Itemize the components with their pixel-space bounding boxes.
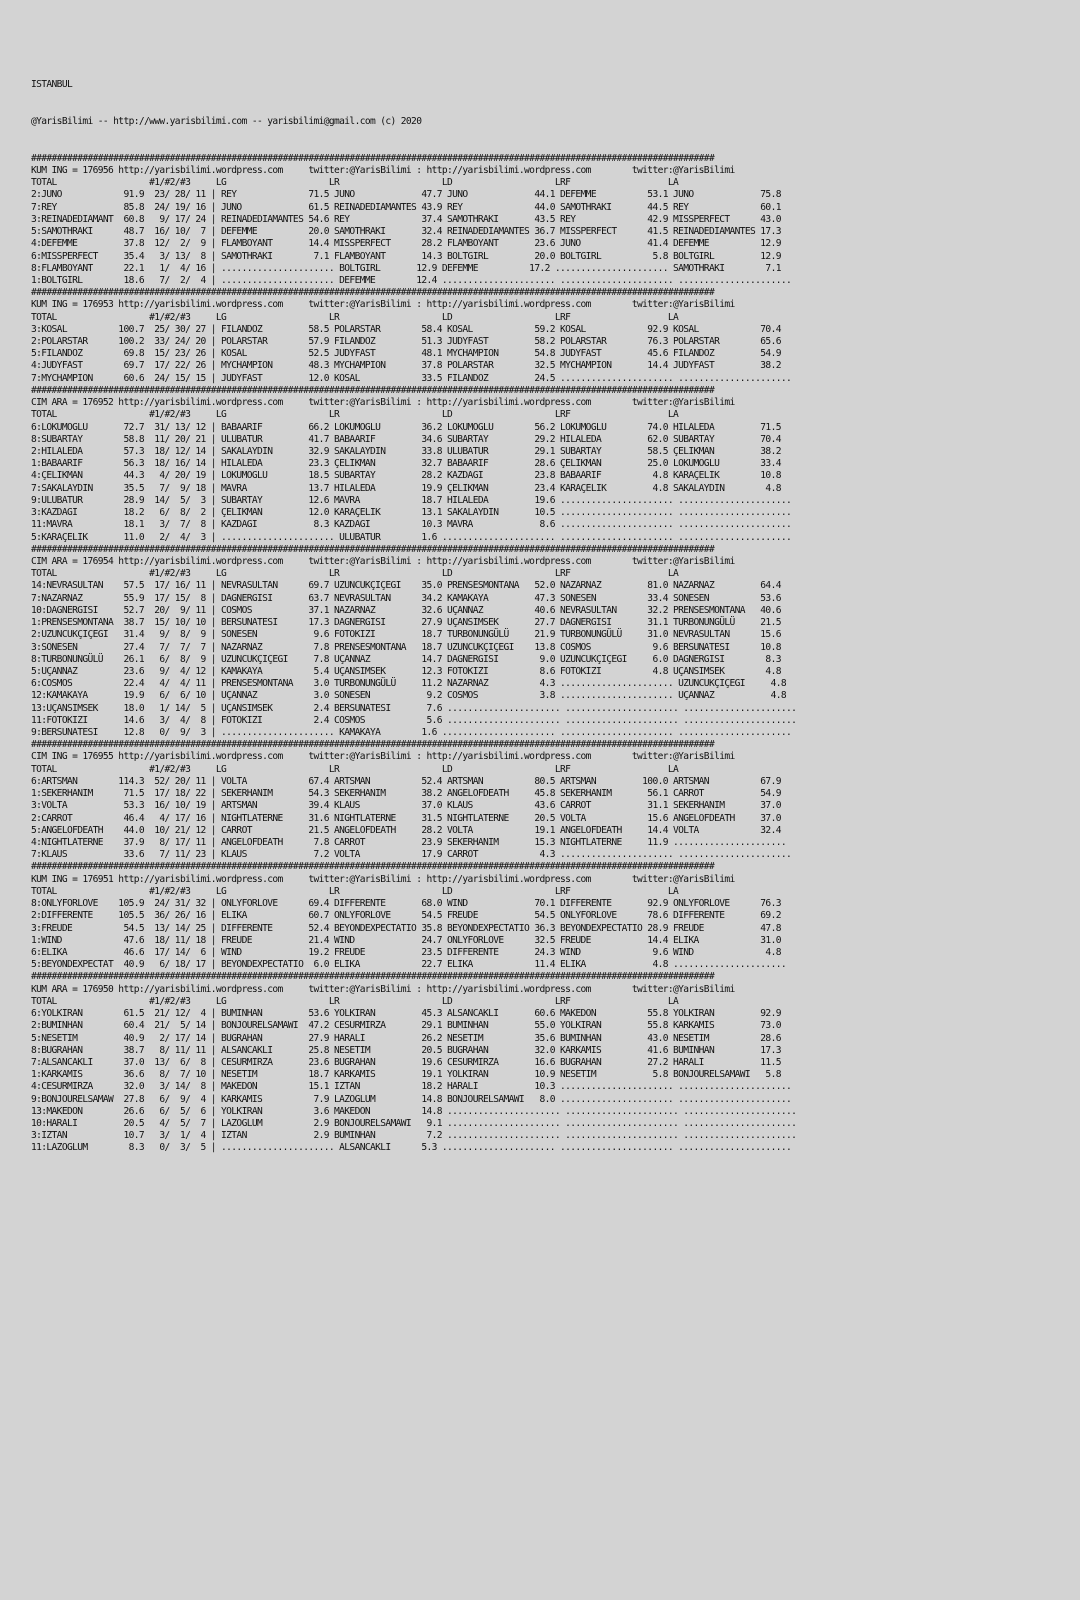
race-header-line: KUM ING = 176951 http://yarisbilimi.wordpress.com twitter:@YarisBilimi : http://yarisbilimi.wordpress.com twitter:@YarisBilimi xyxy=(31,873,735,885)
table-row: 5:SAMOTHRAKI 48.7 16/ 10/ 7 | DEFEMME 20.0 SAMOTHRAKI 32.4 REINADEDIAMANTES 36.7 MISSPERFECT 41.5 REINADEDIAMANTES 17.3 xyxy=(31,226,781,238)
table-row: 8:BUGRAHAN 38.7 8/ 11/ 11 | ALSANCAKLI 25.8 NESETIM 20.5 BUGRAHAN 32.0 KARKAMIS 41.6 BUMINHAN 17.3 xyxy=(31,1044,781,1056)
separator-line: ##################################################################################################################################### xyxy=(31,543,715,555)
table-row: 11:MAVRA 18.1 3/ 7/ 8 | KAZDAGI 8.3 KAZDAGI 10.3 MAVRA 8.6 ...................... ...................... xyxy=(31,519,792,531)
column-header-line: TOTAL #1/#2/#3 LG LR LD LRF LA xyxy=(31,995,679,1007)
copyright-line: @YarisBilimi -- http://www.yarisbilimi.com -- yarisbilimi@gmail.com (c) 2020 xyxy=(31,116,422,128)
table-row: 3:KAZDAGI 18.2 6/ 8/ 2 | ÇELIKMAN 12.0 KARAÇELIK 13.1 SAKALAYDIN 10.5 ...................... ...................... xyxy=(31,507,792,519)
table-row: 3:REINADEDIAMANT 60.8 9/ 17/ 24 | REINADEDIAMANTES 54.6 REY 37.4 SAMOTHRAKI 43.5 REY 42.9 MISSPERFECT 43.0 xyxy=(31,213,781,225)
table-row: 8:TURBONUNGÜLÜ 26.1 6/ 8/ 9 | UZUNCUKÇIÇEGI 7.8 UÇANNAZ 14.7 DAGNERGISI 9.0 UZUNCUKÇIÇEGI 6.0 DAGNERGISI 8.3 xyxy=(31,653,781,665)
table-row: 9:BERSUNATESI 12.8 0/ 9/ 3 | ...................... KAMAKAYA 1.6 ...................... ...................... ...................... xyxy=(31,727,792,739)
table-row: 7:NAZARNAZ 55.9 17/ 15/ 8 | DAGNERGISI 63.7 NEVRASULTAN 34.2 KAMAKAYA 47.3 SONESEN 33.4 SONESEN 53.6 xyxy=(31,592,781,604)
table-row: 1:BABAARIF 56.3 18/ 16/ 14 | HILALEDA 23.3 ÇELIKMAN 32.7 BABAARIF 28.6 ÇELIKMAN 25.0 LOKUMOGLU 33.4 xyxy=(31,458,781,470)
table-row: 6:ARTSMAN 114.3 52/ 20/ 11 | VOLTA 67.4 ARTSMAN 52.4 ARTSMAN 80.5 ARTSMAN 100.0 ARTSMAN 67.9 xyxy=(31,775,781,787)
race-header-line: CIM ARA = 176952 http://yarisbilimi.wordpress.com twitter:@YarisBilimi : http://yarisbilimi.wordpress.com twitter:@YarisBilimi xyxy=(31,397,735,409)
table-row: 3:IZTAN 10.7 3/ 1/ 4 | IZTAN 2.9 BUMINHAN 7.2 ...................... ...................... ...................... xyxy=(31,1130,797,1142)
table-row: 7:REY 85.8 24/ 19/ 16 | JUNO 61.5 REINADEDIAMANTES 43.9 REY 44.0 SAMOTHRAKI 44.5 REY 60.1 xyxy=(31,201,781,213)
table-row: 4:NIGHTLATERNE 37.9 8/ 17/ 11 | ANGELOFDEATH 7.8 CARROT 23.9 SEKERHANIM 15.3 NIGHTLATERNE 11.9 ...................... xyxy=(31,837,786,848)
column-header-line: TOTAL #1/#2/#3 LG LR LD LRF LA xyxy=(31,409,679,421)
table-row: 8:ONLYFORLOVE 105.9 24/ 31/ 32 | ONLYFORLOVE 69.4 DIFFERENTE 68.0 WIND 70.1 DIFFERENTE 92.9 ONLYFORLOVE 76.3 xyxy=(31,898,781,910)
race-header-line: CIM ARA = 176954 http://yarisbilimi.wordpress.com twitter:@YarisBilimi : http://yarisbilimi.wordpress.com twitter:@YarisBilimi xyxy=(31,555,735,567)
column-header-line: TOTAL #1/#2/#3 LG LR LD LRF LA xyxy=(31,177,679,189)
table-row: 7:SAKALAYDIN 35.5 7/ 9/ 18 | MAVRA 13.7 HILALEDA 19.9 ÇELIKMAN 23.4 KARAÇELIK 4.8 SAKALAYDIN 4.8 xyxy=(31,482,781,494)
table-row: 7:KLAUS 33.6 7/ 11/ 23 | KLAUS 7.2 VOLTA 17.9 CARROT 4.3 ...................... ...................... xyxy=(31,849,792,861)
table-row: 6:YOLKIRAN 61.5 21/ 12/ 4 | BUMINHAN 53.6 YOLKIRAN 45.3 ALSANCAKLI 60.6 MAKEDON 55.8 YOLKIRAN 92.9 xyxy=(31,1008,781,1020)
table-row: 2:DIFFERENTE 105.5 36/ 26/ 16 | ELIKA 60.7 ONLYFORLOVE 54.5 FREUDE 54.5 ONLYFORLOVE 78.6 DIFFERENTE 69.2 xyxy=(31,910,781,922)
table-row: 1:BOLTGIRL 18.6 7/ 2/ 4 | ...................... DEFEMME 12.4 ...................... ...................... ...................... xyxy=(31,274,792,286)
table-row: 2:BUMINHAN 60.4 21/ 5/ 14 | BONJOURELSAMAWI 47.2 CESURMIRZA 29.1 BUMINHAN 55.0 YOLKIRAN 55.8 KARKAMIS 73.0 xyxy=(31,1020,781,1032)
table-row: 13:MAKEDON 26.6 6/ 5/ 6 | YOLKIRAN 3.6 MAKEDON 14.8 ...................... ...................... ...................... xyxy=(31,1105,797,1117)
separator-line: ##################################################################################################################################### xyxy=(31,287,715,299)
table-row: 12:KAMAKAYA 19.9 6/ 6/ 10 | UÇANNAZ 3.0 SONESEN 9.2 COSMOS 3.8 ...................... UÇANNAZ 4.8 xyxy=(31,690,786,702)
table-row: 3:SONESEN 27.4 7/ 7/ 7 | NAZARNAZ 7.8 PRENSESMONTANA 18.7 UZUNCUKÇIÇEGI 13.8 COSMOS 9.6 BERSUNATESI 10.8 xyxy=(31,641,781,653)
table-row: 6:COSMOS 22.4 4/ 4/ 11 | PRENSESMONTANA 3.0 TURBONUNGÜLÜ 11.2 NAZARNAZ 4.3 ...................... UZUNCUKÇIÇEGI 4.8 xyxy=(31,678,786,690)
table-row: 2:CARROT 46.4 4/ 17/ 16 | NIGHTLATERNE 31.6 NIGHTLATERNE 31.5 NIGHTLATERNE 20.5 VOLTA 15.6 ANGELOFDEATH 37.0 xyxy=(31,812,781,824)
column-header-line: TOTAL #1/#2/#3 LG LR LD LRF LA xyxy=(31,885,679,897)
table-row: 2:HILALEDA 57.3 18/ 12/ 14 | SAKALAYDIN 32.9 SAKALAYDIN 33.8 ULUBATUR 29.1 SUBARTAY 58.5 ÇELIKMAN 38.2 xyxy=(31,446,781,457)
table-row: 1:PRENSESMONTANA 38.7 15/ 10/ 10 | BERSUNATESI 17.3 DAGNERGISI 27.9 UÇANSIMSEK 27.7 DAGNERGISI 31.1 TURBONUNGÜLÜ 21.5 xyxy=(31,617,781,629)
separator-line: ##################################################################################################################################### xyxy=(31,861,715,873)
race-header-line: KUM ARA = 176950 http://yarisbilimi.wordpress.com twitter:@YarisBilimi : http://yarisbilimi.wordpress.com twitter:@YarisBilimi xyxy=(31,983,735,995)
table-row: 2:UZUNCUKÇIÇEGI 31.4 9/ 8/ 9 | SONESEN 9.6 FOTOKIZI 18.7 TURBONUNGÜLÜ 21.9 TURBONUNGÜLÜ 31.0 NEVRASULTAN 15.6 xyxy=(31,629,781,641)
table-row: 10:HARALI 20.5 4/ 5/ 7 | LAZOGLUM 2.9 BONJOURELSAMAWI 9.1 ...................... ...................... ...................... xyxy=(31,1118,797,1130)
race-header-line: KUM ING = 176956 http://yarisbilimi.wordpress.com twitter:@YarisBilimi : http://yarisbilimi.wordpress.com twitter:@YarisBilimi xyxy=(31,164,735,176)
table-row: 3:VOLTA 53.3 16/ 10/ 19 | ARTSMAN 39.4 KLAUS 37.0 KLAUS 43.6 CARROT 31.1 SEKERHANIM 37.0 xyxy=(31,800,781,812)
table-row: 5:NESETIM 40.9 2/ 17/ 14 | BUGRAHAN 27.9 HARALI 26.2 NESETIM 35.6 BUMINHAN 43.0 NESETIM 28.6 xyxy=(31,1032,781,1044)
table-row: 4:ÇELIKMAN 44.3 4/ 20/ 19 | LOKUMOGLU 18.5 SUBARTAY 28.2 KAZDAGI 23.8 BABAARIF 4.8 KARAÇELIK 10.8 xyxy=(31,470,781,482)
table-row: 11:LAZOGLUM 8.3 0/ 3/ 5 | ...................... ALSANCAKLI 5.3 ...................... ...................... ...................... xyxy=(31,1142,792,1154)
table-row: 1:KARKAMIS 36.6 8/ 7/ 10 | NESETIM 18.7 KARKAMIS 19.1 YOLKIRAN 10.9 NESETIM 5.8 BONJOURELSAMAWI 5.8 xyxy=(31,1069,781,1081)
table-row: 9:BONJOURELSAMAW 27.8 6/ 9/ 4 | KARKAMIS 7.9 LAZOGLUM 14.8 BONJOURELSAMAWI 8.0 ...................... ...................... xyxy=(31,1093,792,1105)
column-header-line: TOTAL #1/#2/#3 LG LR LD LRF LA xyxy=(31,311,679,323)
race-header-line: KUM ING = 176953 http://yarisbilimi.wordpress.com twitter:@YarisBilimi : http://yarisbilimi.wordpress.com twitter:@YarisBilimi xyxy=(31,299,735,311)
separator-line: ##################################################################################################################################### xyxy=(31,384,715,396)
table-row: 7:MYCHAMPION 60.6 24/ 15/ 15 | JUDYFAST 12.0 KOSAL 33.5 FILANDOZ 24.5 ...................... ...................... xyxy=(31,372,792,384)
table-row: 2:JUNO 91.9 23/ 28/ 11 | REY 71.5 JUNO 47.7 JUNO 44.1 DEFEMME 53.1 JUNO 75.8 xyxy=(31,189,781,201)
column-header-line: TOTAL #1/#2/#3 LG LR LD LRF LA xyxy=(31,763,679,775)
separator-line: ##################################################################################################################################### xyxy=(31,152,715,164)
table-row: 10:DAGNERGISI 52.7 20/ 9/ 11 | COSMOS 37.1 NAZARNAZ 32.6 UÇANNAZ 40.6 NEVRASULTAN 32.2 PRENSESMONTANA 40.6 xyxy=(31,604,781,616)
table-row: 3:FREUDE 54.5 13/ 14/ 25 | DIFFERENTE 52.4 BEYONDEXPECTATIO 35.8 BEYONDEXPECTATIO 36.3 BEYONDEXPECTATIO 28.9 FREUDE 47.8 xyxy=(31,922,781,934)
table-row: 8:SUBARTAY 58.8 11/ 20/ 21 | ULUBATUR 41.7 BABAARIF 34.6 SUBARTAY 29.2 HILALEDA 62.0 SUBARTAY 70.4 xyxy=(31,433,781,445)
column-header-line: TOTAL #1/#2/#3 LG LR LD LRF LA xyxy=(31,568,679,580)
table-row: 8:FLAMBOYANT 22.1 1/ 4/ 16 | ...................... BOLTGIRL 12.9 DEFEMME 17.2 ...................... SAMOTHRAKI 7.1 xyxy=(31,262,781,274)
table-row: 13:UÇANSIMSEK 18.0 1/ 14/ 5 | UÇANSIMSEK 2.4 BERSUNATESI 7.6 ...................... ...................... ...................... xyxy=(31,702,797,714)
table-row: 5:UÇANNAZ 23.6 9/ 4/ 12 | KAMAKAYA 5.4 UÇANSIMSEK 12.3 FOTOKIZI 8.6 FOTOKIZI 4.8 UÇANSIMSEK 4.8 xyxy=(31,665,781,677)
table-row: 1:SEKERHANIM 71.5 17/ 18/ 22 | SEKERHANIM 54.3 SEKERHANIM 38.2 ANGELOFDEATH 45.8 SEKERHANIM 56.1 CARROT 54.9 xyxy=(31,788,781,800)
table-row: 6:ELIKA 46.6 17/ 14/ 6 | WIND 19.2 FREUDE 23.5 DIFFERENTE 24.3 WIND 9.6 WIND 4.8 xyxy=(31,946,781,958)
table-row: 6:MISSPERFECT 35.4 3/ 13/ 8 | SAMOTHRAKI 7.1 FLAMBOYANT 14.3 BOLTGIRL 20.0 BOLTGIRL 5.8 BOLTGIRL 12.9 xyxy=(31,250,781,262)
table-row: 11:FOTOKIZI 14.6 3/ 4/ 8 | FOTOKIZI 2.4 COSMOS 5.6 ...................... ...................... ...................... xyxy=(31,714,797,726)
table-row: 1:WIND 47.6 18/ 11/ 18 | FREUDE 21.4 WIND 24.7 ONLYFORLOVE 32.5 FREUDE 14.4 ELIKA 31.0 xyxy=(31,934,781,946)
table-row: 3:KOSAL 100.7 25/ 30/ 27 | FILANDOZ 58.5 POLARSTAR 58.4 KOSAL 59.2 KOSAL 92.9 KOSAL 70.4 xyxy=(31,323,781,335)
table-row: 5:KARAÇELIK 11.0 2/ 4/ 3 | ...................... ULUBATUR 1.6 ...................... ...................... ...................... xyxy=(31,531,792,543)
table-row: 4:DEFEMME 37.8 12/ 2/ 9 | FLAMBOYANT 14.4 MISSPERFECT 28.2 FLAMBOYANT 23.6 JUNO 41.4 DEFEMME 12.9 xyxy=(31,238,781,250)
blank-line xyxy=(31,141,796,153)
table-row: 5:ANGELOFDEATH 44.0 10/ 21/ 12 | CARROT 21.5 ANGELOFDEATH 28.2 VOLTA 19.1 ANGELOFDEATH 14.4 VOLTA 32.4 xyxy=(31,824,781,836)
table-row: 9:ULUBATUR 28.9 14/ 5/ 3 | SUBARTAY 12.6 MAVRA 18.7 HILALEDA 19.6 ...................... ...................... xyxy=(31,494,792,506)
separator-line: ##################################################################################################################################### xyxy=(31,971,715,983)
table-row: 4:CESURMIRZA 32.0 3/ 14/ 8 | MAKEDON 15.1 IZTAN 18.2 HARALI 10.3 ...................... ...................... xyxy=(31,1081,792,1093)
race-report-document xyxy=(31,55,796,1155)
table-row: 6:LOKUMOGLU 72.7 31/ 13/ 12 | BABAARIF 66.2 LOKUMOGLU 36.2 LOKUMOGLU 56.2 LOKUMOGLU 74.0 HILALEDA 71.5 xyxy=(31,421,781,433)
table-row: 5:BEYONDEXPECTAT 40.9 6/ 18/ 17 | BEYONDEXPECTATIO 6.0 ELIKA 22.7 ELIKA 11.4 ELIKA 4.8 ...................... xyxy=(31,959,786,971)
table-row: 7:ALSANCAKLI 37.0 13/ 6/ 8 | CESURMIRZA 23.6 BUGRAHAN 19.6 CESURMIRZA 16.6 BUGRAHAN 27.2 HARALI 11.5 xyxy=(31,1056,781,1068)
city-title: ISTANBUL xyxy=(31,79,73,91)
table-row: 14:NEVRASULTAN 57.5 17/ 16/ 11 | NEVRASULTAN 69.7 UZUNCUKÇIÇEGI 35.0 PRENSESMONTANA 52.0 NAZARNAZ 81.0 NAZARNAZ 64.4 xyxy=(31,580,781,592)
table-row: 2:POLARSTAR 100.2 33/ 24/ 20 | POLARSTAR 57.9 FILANDOZ 51.3 JUDYFAST 58.2 POLARSTAR 76.3 POLARSTAR 65.6 xyxy=(31,336,781,348)
table-row: 4:JUDYFAST 69.7 17/ 22/ 26 | MYCHAMPION 48.3 MYCHAMPION 37.8 POLARSTAR 32.5 MYCHAMPION 14.4 JUDYFAST 38.2 xyxy=(31,360,781,372)
separator-line: ##################################################################################################################################### xyxy=(31,739,715,751)
table-row: 5:FILANDOZ 69.8 15/ 23/ 26 | KOSAL 52.5 JUDYFAST 48.1 MYCHAMPION 54.8 JUDYFAST 45.6 FILANDOZ 54.9 xyxy=(31,348,781,360)
race-header-line: CIM ING = 176955 http://yarisbilimi.wordpress.com twitter:@YarisBilimi : http://yarisbilimi.wordpress.com twitter:@YarisBilimi xyxy=(31,751,735,763)
